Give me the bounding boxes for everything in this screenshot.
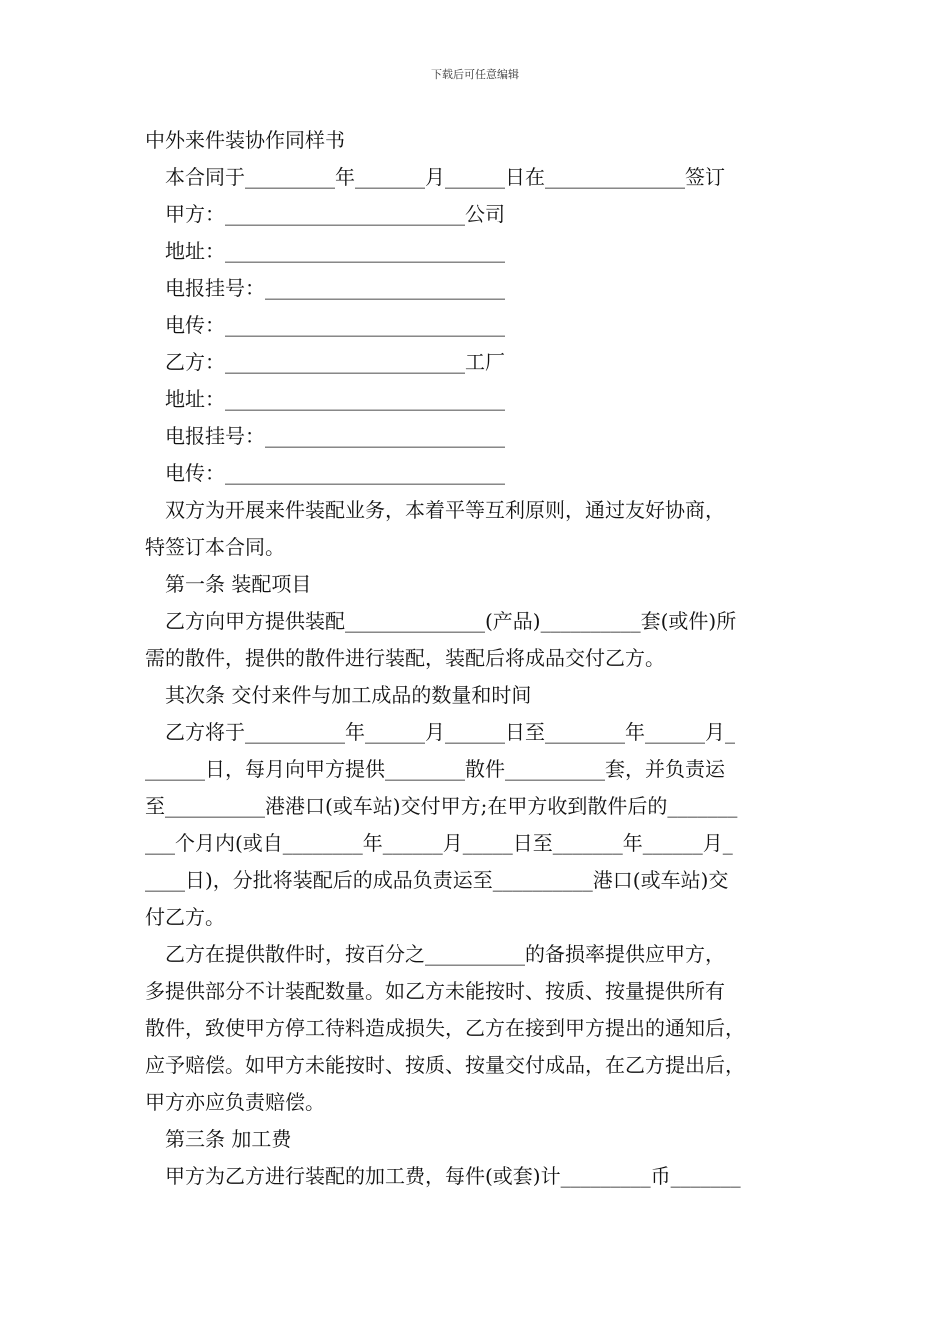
text-line: 其次条 交付来件与加工成品的数量和时间 [165, 683, 532, 707]
text-line: 本合同于_________年_______月______日在______________签订 [165, 165, 725, 189]
text-line: 地址：____________________________ [165, 239, 505, 263]
text-line: 应予赔偿。如甲方未能按时、按质、按量交付成品，在乙方提出后， [145, 1053, 745, 1077]
text-line: 地址：____________________________ [165, 387, 505, 411]
text-line: 至__________港港口(或车站)交付甲方;在甲方收到散件后的_______ [145, 794, 738, 818]
text-line: 乙方：________________________工厂 [165, 350, 505, 374]
text-line: 电传：____________________________ [165, 461, 505, 485]
text-line: 乙方在提供散件时，按百分之__________的备损率提供应甲方， [165, 942, 725, 966]
document-body [145, 122, 825, 1195]
page-header: 下载后可任意编辑 [431, 68, 519, 81]
text-line: ______日，每月向甲方提供________散件__________套，并负责运 [145, 757, 725, 781]
document-title: 中外来件装协作同样书 [145, 128, 345, 152]
text-line: 第一条 装配项目 [165, 572, 312, 596]
text-line: 特签订本合同。 [145, 535, 285, 559]
text-line: 付乙方。 [145, 905, 225, 929]
contract-text [145, 159, 825, 1195]
text-line: 甲方为乙方进行装配的加工费，每件(或套)计_________币_______ [165, 1164, 741, 1188]
text-line: 甲方：________________________公司 [165, 202, 505, 226]
text-line: 乙方向甲方提供装配______________(产品)__________套(或件)所 [165, 609, 737, 633]
text-line: 电传：____________________________ [165, 313, 505, 337]
text-line: 甲方亦应负责赔偿。 [145, 1090, 325, 1114]
text-line: 多提供部分不计装配数量。如乙方未能按时、按质、按量提供所有 [145, 979, 725, 1003]
text-line: 电报挂号：________________________ [165, 424, 505, 448]
text-line: 散件，致使甲方停工待料造成损失，乙方在接到甲方提出的通知后， [145, 1016, 745, 1040]
text-line: 电报挂号：________________________ [165, 276, 505, 300]
text-line: 双方为开展来件装配业务，本着平等互利原则，通过友好协商， [165, 498, 725, 522]
text-line: 乙方将于__________年______月______日至________年______月_ [165, 720, 735, 744]
text-line: 第三条 加工费 [165, 1127, 292, 1151]
text-line: ___个月内(或自________年______月_____日至_______年______月_ [145, 831, 733, 855]
text-line: 需的散件，提供的散件进行装配，装配后将成品交付乙方。 [145, 646, 665, 670]
text-line: ____日)，分批将装配后的成品负责运至__________港口(或车站)交 [145, 868, 729, 892]
